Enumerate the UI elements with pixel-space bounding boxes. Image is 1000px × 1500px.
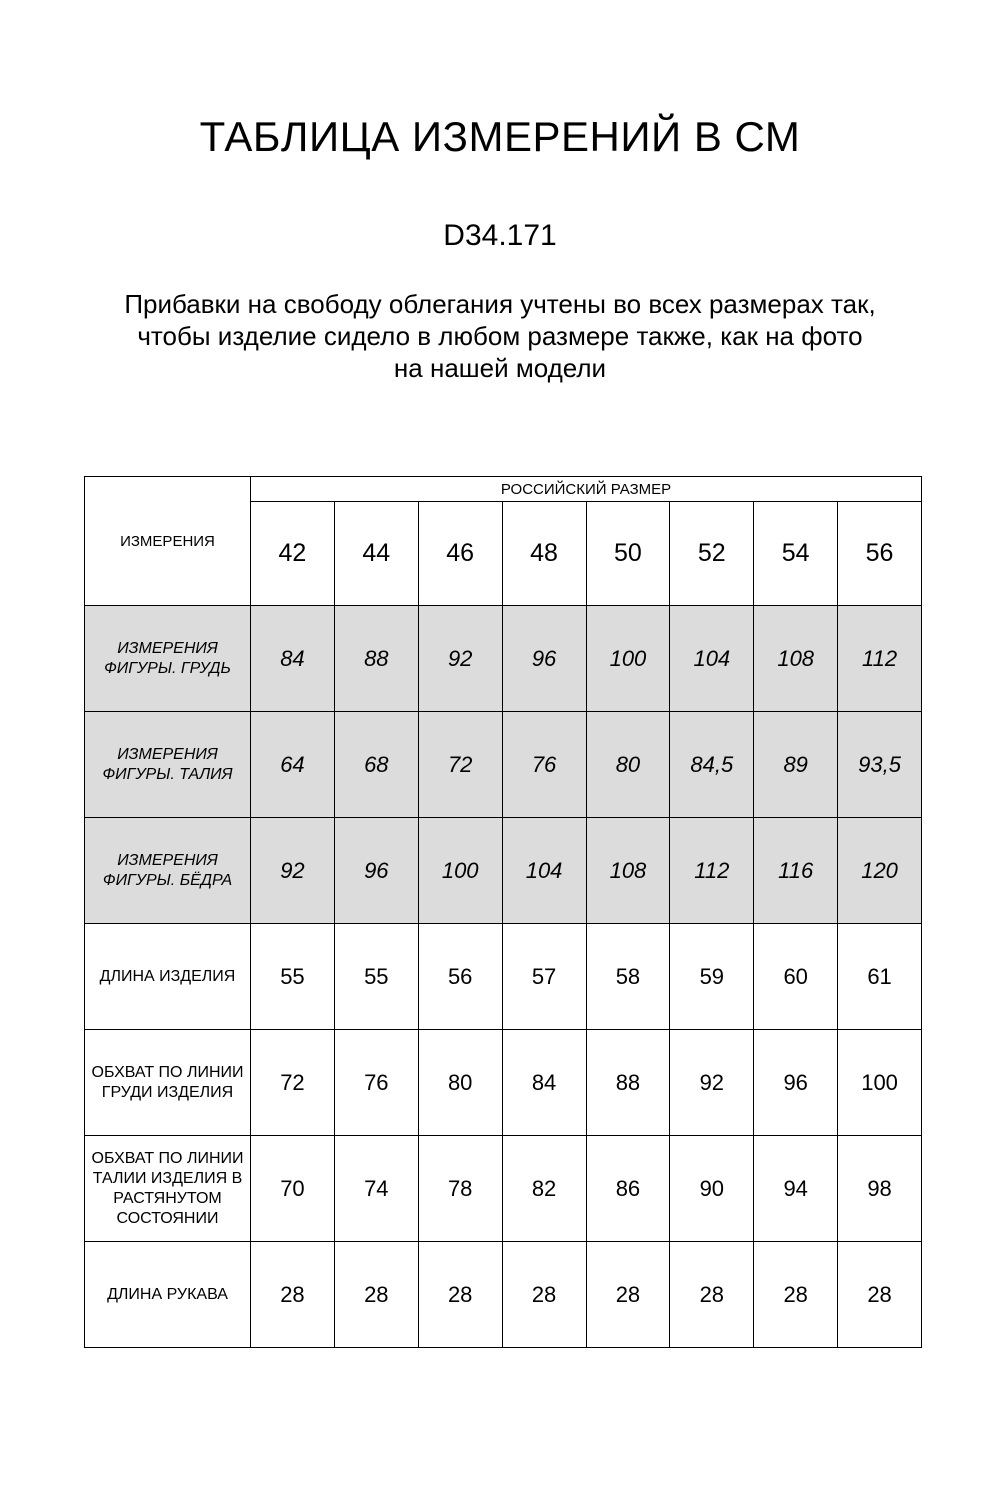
fit-note-line: чтобы изделие сидело в любом размере также, как на фото <box>137 321 863 351</box>
row-label: ОБХВАТ ПО ЛИНИИ ГРУДИ ИЗДЕЛИЯ <box>85 1030 251 1136</box>
table-cell: 84 <box>502 1030 586 1136</box>
table-header-row <box>85 477 922 502</box>
size-header: 50 <box>586 502 670 606</box>
table-cell: 70 <box>251 1136 335 1242</box>
table-cell: 108 <box>586 818 670 924</box>
table-cell: 72 <box>418 712 502 818</box>
table-cell: 88 <box>334 606 418 712</box>
table-cell: 108 <box>754 606 838 712</box>
table-row <box>85 924 922 1030</box>
size-header: 42 <box>251 502 335 606</box>
table-row <box>85 1030 922 1136</box>
table-cell: 90 <box>670 1136 754 1242</box>
table-cell: 84,5 <box>670 712 754 818</box>
row-label: ДЛИНА РУКАВА <box>85 1242 251 1348</box>
table-cell: 74 <box>334 1136 418 1242</box>
table-cell: 100 <box>418 818 502 924</box>
table-cell: 82 <box>502 1136 586 1242</box>
table-body <box>85 606 922 1348</box>
table-cell: 120 <box>838 818 922 924</box>
table-cell: 96 <box>334 818 418 924</box>
table-cell: 100 <box>586 606 670 712</box>
table-cell: 93,5 <box>838 712 922 818</box>
table-cell: 84 <box>251 606 335 712</box>
table-cell: 64 <box>251 712 335 818</box>
table-cell: 89 <box>754 712 838 818</box>
table-cell: 61 <box>838 924 922 1030</box>
table-cell: 72 <box>251 1030 335 1136</box>
table-cell: 92 <box>418 606 502 712</box>
table-cell: 86 <box>586 1136 670 1242</box>
table-cell: 28 <box>334 1242 418 1348</box>
page-title: ТАБЛИЦА ИЗМЕРЕНИЙ В СМ <box>199 113 801 160</box>
article-code: D34.171 <box>443 219 557 252</box>
row-label: ОБХВАТ ПО ЛИНИИ ТАЛИИ ИЗДЕЛИЯ В РАСТЯНУТОМ СОСТОЯНИИ <box>85 1136 251 1242</box>
row-label: ИЗМЕРЕНИЯ ФИГУРЫ. ГРУДЬ <box>85 606 251 712</box>
table-cell: 28 <box>838 1242 922 1348</box>
table-cell: 28 <box>586 1242 670 1348</box>
size-header: 54 <box>754 502 838 606</box>
table-cell: 28 <box>418 1242 502 1348</box>
table-cell: 58 <box>586 924 670 1030</box>
table-cell: 98 <box>838 1136 922 1242</box>
table-row <box>85 606 922 712</box>
table-row <box>85 818 922 924</box>
table-cell: 55 <box>334 924 418 1030</box>
table-cell: 55 <box>251 924 335 1030</box>
table-row <box>85 712 922 818</box>
size-header: 44 <box>334 502 418 606</box>
table-cell: 92 <box>670 1030 754 1136</box>
table-cell: 116 <box>754 818 838 924</box>
table-cell: 80 <box>586 712 670 818</box>
table-cell: 96 <box>502 606 586 712</box>
row-label: ИЗМЕРЕНИЯ ФИГУРЫ. БЁДРА <box>85 818 251 924</box>
fit-note-line: на нашей модели <box>393 353 607 383</box>
table-cell: 28 <box>754 1242 838 1348</box>
size-header: 52 <box>670 502 754 606</box>
table-cell: 68 <box>334 712 418 818</box>
table-cell: 88 <box>586 1030 670 1136</box>
table-cell: 60 <box>754 924 838 1030</box>
size-header: 46 <box>418 502 502 606</box>
table-row <box>85 1136 922 1242</box>
table-cell: 28 <box>502 1242 586 1348</box>
table-cell: 104 <box>502 818 586 924</box>
table-cell: 28 <box>670 1242 754 1348</box>
table-cell: 92 <box>251 818 335 924</box>
table-cell: 28 <box>251 1242 335 1348</box>
size-header: 48 <box>502 502 586 606</box>
size-table <box>84 476 922 1348</box>
table-cell: 57 <box>502 924 586 1030</box>
fit-note <box>60 288 940 384</box>
table-cell: 76 <box>502 712 586 818</box>
table-cell: 94 <box>754 1136 838 1242</box>
table-cell: 112 <box>670 818 754 924</box>
table-cell: 104 <box>670 606 754 712</box>
measure-column-header: ИЗМЕРЕНИЯ <box>85 477 251 606</box>
table-cell: 80 <box>418 1030 502 1136</box>
size-group-header: РОССИЙСКИЙ РАЗМЕР <box>251 477 922 502</box>
row-label: ИЗМЕРЕНИЯ ФИГУРЫ. ТАЛИЯ <box>85 712 251 818</box>
table-cell: 78 <box>418 1136 502 1242</box>
table-cell: 96 <box>754 1030 838 1136</box>
table-cell: 112 <box>838 606 922 712</box>
table-cell: 56 <box>418 924 502 1030</box>
table-cell: 76 <box>334 1030 418 1136</box>
table-row <box>85 1242 922 1348</box>
row-label: ДЛИНА ИЗДЕЛИЯ <box>85 924 251 1030</box>
table-cell: 59 <box>670 924 754 1030</box>
size-header: 56 <box>838 502 922 606</box>
table-cell: 100 <box>838 1030 922 1136</box>
fit-note-line: Прибавки на свободу облегания учтены во всех размерах так, <box>124 289 876 319</box>
